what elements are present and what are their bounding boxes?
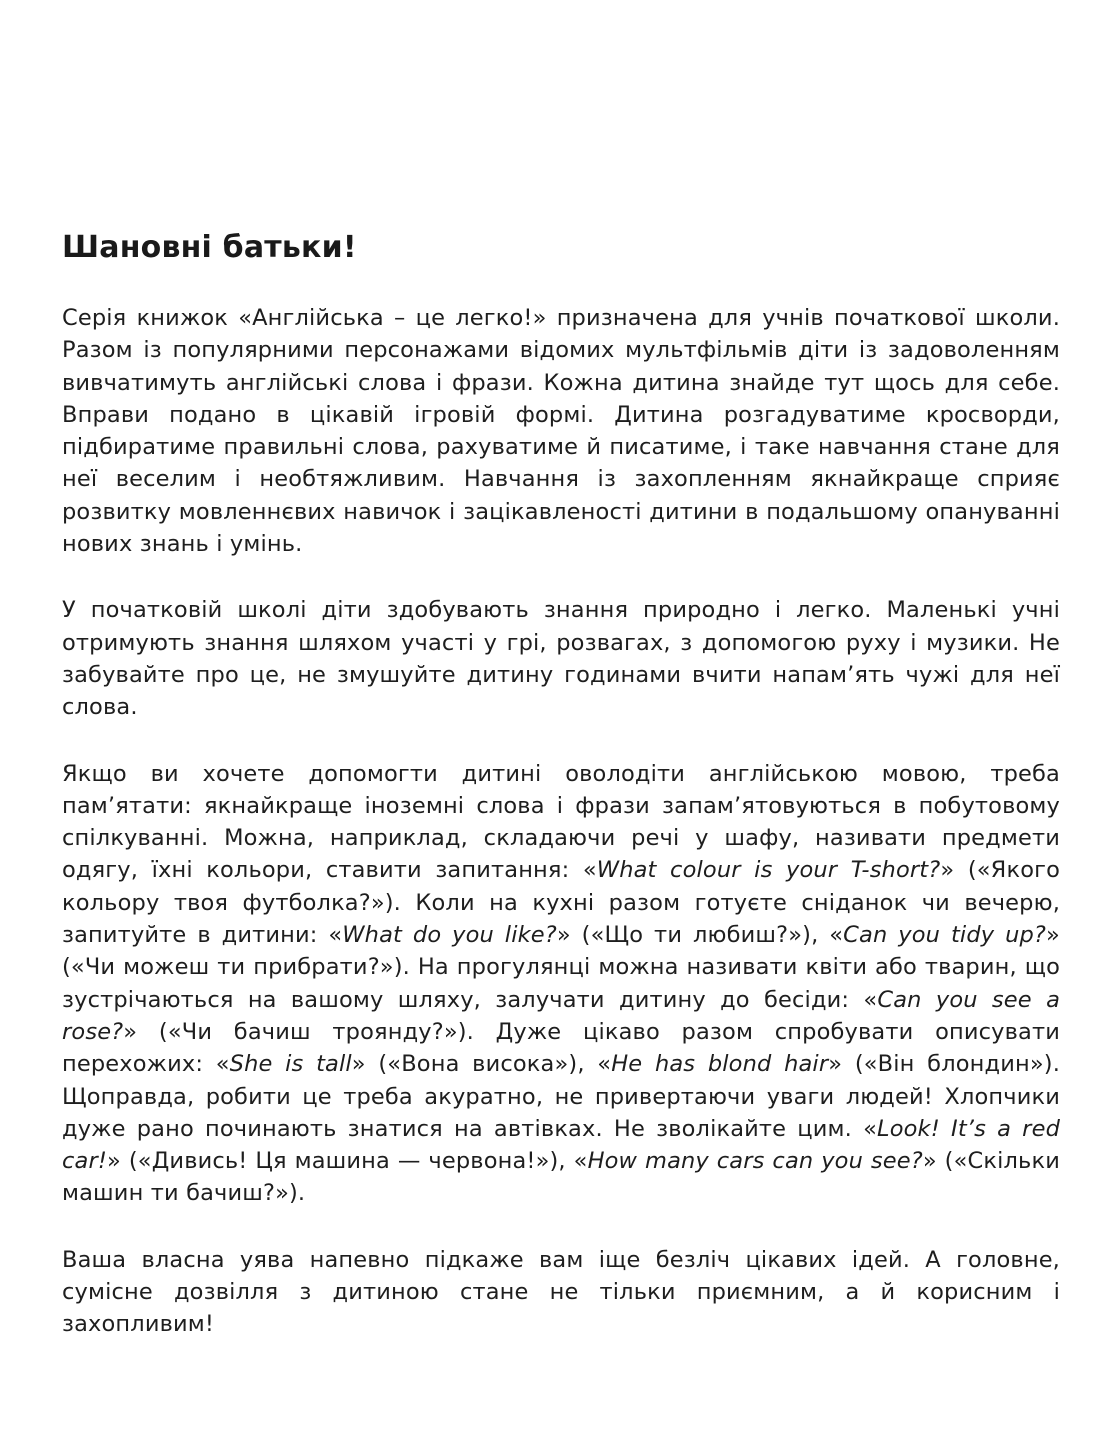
text-run: » («Що ти любиш?»), « xyxy=(556,922,844,949)
english-phrase: Look! It’s a red car! xyxy=(62,1115,1060,1175)
english-phrase: What do you like? xyxy=(342,922,557,949)
page-title: Шановні батьки! xyxy=(62,230,357,265)
text-run: » («Якого кольору твоя футболка?»). Коли на кухні разом готуєте сніданок чи вечерю, запитуйте в дитини: « xyxy=(62,857,1060,949)
paragraph-examples xyxy=(62,758,1060,1210)
english-phrase: Can you see a rose? xyxy=(62,986,1061,1045)
text-run: Ваша власна уява напевно підкаже вам іще безліч цікавих ідей. А головне, сумісне дозвілля з дитиною стане не тільки приємним, а й корисним і захопливим! xyxy=(62,1246,1060,1338)
text-run: Серія книжок «Англійська – це легко!» призначена для учнів початкової школи. Разом із популярними персонажами відомих мультфільмів діти із задоволенням вивчатимуть англійські слова і фрази. Кожна дитина знайде тут щось для себе. Вправи подано в цікавій ігровій формі. Дитина розгадуватиме кросворди, підбиратиме правильні слова, рахуватиме й писатиме, і таке навчання стане для неї веселим і необтяжливим. Навчання із захопленням якнайкраще сприяє розвитку мовленнєвих навичок і зацікавленості дитини в подальшому опануванні нових знань і умінь. xyxy=(62,305,1060,558)
text-run: » («Скільки машин ти бачиш?»). xyxy=(62,1148,1060,1207)
text-run: Якщо ви хочете допомогти дитині оволодіти англійською мовою, треба пам’ятати: якнайкраще іноземні слова і фрази запам’ятовуються в побутовому спілкуванні. Можна, наприклад, складаючи речі у шафу, називати предмети одягу, їхні кольори, ставити запитання: « xyxy=(62,760,1060,884)
english-phrase: What colour is your T-short? xyxy=(596,857,941,884)
paragraph-closing xyxy=(62,1244,1060,1341)
text-run: » («Чи можеш ти прибрати?»). На прогулянці можна називати квіти або тварин, що зустрічаються на вашому шляху, залучати дитину до бесіди: « xyxy=(62,922,1060,1013)
paragraph-intro xyxy=(62,302,1060,560)
text-run: У початковій школі діти здобувають знання природно і легко. Маленькі учні отримують знання шляхом участі у грі, розвагах, з допомогою руху і музики. Не забувайте про це, не змушуйте дитину годинами вчити напам’ять чужі для неї слова. xyxy=(62,597,1060,721)
paragraph-primary-school xyxy=(62,594,1060,723)
english-phrase: How many cars can you see? xyxy=(587,1148,923,1175)
text-run: » («Він блондин»). Щоправда, робити це треба акуратно, не привертаючи уваги людей! Хлопчики дуже рано починaють знатися на автівках. Не зволікайте цим. « xyxy=(62,1051,1061,1142)
text-run: » («Вона висока»), « xyxy=(351,1051,612,1078)
text-run: » («Дивись! Ця машина — червона!»), « xyxy=(107,1148,588,1175)
english-phrase: He has blond hair xyxy=(611,1051,829,1078)
document-page xyxy=(62,228,1060,1341)
english-phrase: Can you tidy up? xyxy=(843,922,1047,949)
english-phrase: She is tall xyxy=(229,1051,352,1078)
text-run: » («Чи бачиш троянду?»). Дуже цікаво разом спробувати описувати перехожих: « xyxy=(62,1018,1060,1078)
